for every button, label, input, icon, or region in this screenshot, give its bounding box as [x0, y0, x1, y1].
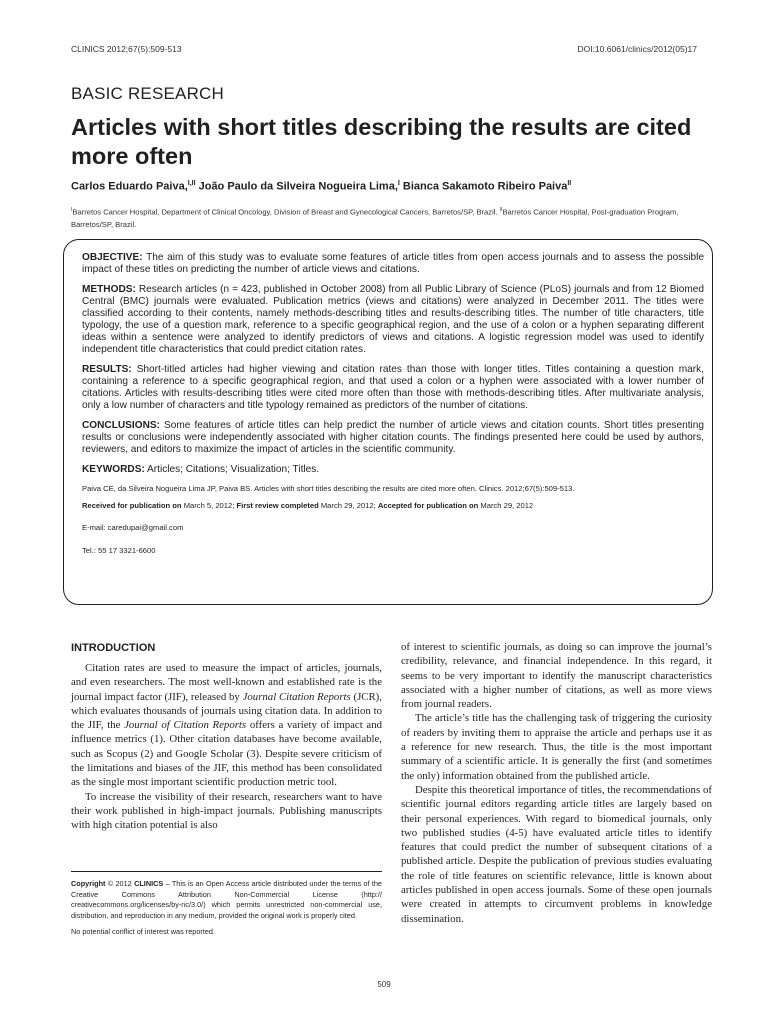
- abstract-conclusions: [82, 420, 704, 456]
- contact-email[interactable]: E-mail: caredupai@gmail.com: [82, 523, 184, 532]
- conflict-statement: No potential conflict of interest was reported.: [71, 927, 215, 936]
- publication-dates: [82, 499, 704, 514]
- affiliation-text: Barretos Cancer Hospital, Post-graduation Program, Barretos/SP, Brazil.: [71, 207, 679, 229]
- intro-paragraph-2: To increase the visibility of their research, researchers want to have their work published in high-impact journals. Publishing manuscripts with high citation potential is also: [71, 790, 382, 832]
- citation-line: Paiva CE, da Silveira Nogueira Lima JP, Paiva BS. Articles with short titles describing the results are cited more often. Clinics. 2012;67(5):509-513.: [82, 484, 575, 493]
- objective-text: The aim of this study was to evaluate some features of article titles from open access journals and to assess the possible impact of these titles on predicting the number of article views and citations.: [82, 252, 704, 275]
- author-affiliation-mark: I: [397, 180, 400, 187]
- abstract-objective: [82, 252, 704, 276]
- abstract-methods: [82, 284, 704, 356]
- footnote-divider: [71, 871, 382, 872]
- methods-text: Research articles (n = 423, published in October 2008) from all Public Library of Science (PLoS) journals and from 12 Biomed Central (BMC) journals were evaluated. Publication metrics (views and citations) were analyzed in December 2011. The titles were classified according to their contents, namely methods-describing titles and results-describing titles. The number of title characters, title typology, the use of a question mark, reference to a specific geographical region, and the use of a colon or a hyphen separating different ideas within a sentence were analyzed to identify predictors of views and citations. A logistic regression model was used to identify independent title characteristics that could predict citation rates.: [82, 284, 704, 355]
- intro-paragraph-3: of interest to scientific journals, as doing so can improve the journal’s credibility, relevance, and financial independence. In this regard, it seems to be very important to identify the manuscript characteristics associated with a higher number of citations, as well as more views from journal readers.: [401, 641, 712, 711]
- journal-name: CLINICS: [134, 879, 164, 888]
- copyright-year: © 2012: [105, 879, 135, 888]
- introduction-heading: INTRODUCTION: [71, 642, 156, 654]
- keywords-text: Articles; Citations; Visualization; Titles.: [144, 464, 320, 475]
- p1-text-c: offers a variety of impact and influence metrics (1). Other citation databases have become available, such as Scopus (2) and Google Scholar (3). Despite severe criticism of the limitations and biases of the JIF, this method has been consolidated as the single most important scientific production metric tool.: [71, 719, 382, 789]
- article-title: Articles with short titles describing the results are cited more often: [71, 114, 692, 169]
- author-name: Bianca Sakamoto Ribeiro Paiva: [399, 180, 568, 193]
- copyright-notice: [71, 879, 382, 944]
- author-name: Carlos Eduardo Paiva,: [71, 180, 188, 193]
- author-affiliation-mark: II: [567, 180, 572, 187]
- author-list: [71, 180, 571, 193]
- conclusions-label: CONCLUSIONS:: [82, 420, 160, 431]
- objective-label: OBJECTIVE:: [82, 252, 143, 263]
- page-number: 509: [377, 980, 391, 989]
- author-name: João Paulo da Silveira Nogueira Lima,: [195, 180, 398, 193]
- affiliation-mark: I: [71, 207, 73, 213]
- section-label: BASIC RESEARCH: [71, 84, 225, 103]
- keywords-label: KEYWORDS:: [82, 464, 145, 475]
- contact-phone: Tel.: 55 17 3321-6600: [82, 545, 156, 555]
- abstract-results: [82, 364, 704, 412]
- affiliation-text: Barretos Cancer Hospital, Department of Clinical Oncology, Division of Breast and Gynecological Cancers, Barretos/SP, Brazil.: [72, 207, 500, 217]
- conclusions-text: Some features of article titles can help predict the number of article views and citation counts. Short titles presenting results or conclusions were independently associated with higher citation counts. The findings presented here could be used by authors, reviewers, and editors to maximize the impact of articles in the scientific community.: [82, 420, 704, 455]
- left-column: [71, 661, 382, 833]
- received-label: Received for publication on: [82, 500, 182, 510]
- copyright-label: Copyright: [71, 879, 106, 888]
- results-label: RESULTS:: [82, 364, 132, 375]
- results-text: Short-titled articles had higher viewing and citation rates than those with longer titles. Titles containing a question mark, containing a reference to a specific geographical region, and that used a colon or a hyphen were associated with a lower number of citations. Articles with results-describing titles were cited more often than those with methods-describing titles. After multivariate analysis, only a low number of characters and title typology remained as predictors of the number of citations.: [82, 364, 704, 411]
- accepted-label: Accepted for publication on: [377, 500, 479, 510]
- p1-italic-journal: Journal of Citation Reports: [124, 719, 247, 732]
- received-date: March 5, 2012;: [181, 500, 237, 510]
- affiliations: [71, 204, 716, 231]
- abstract: [82, 252, 704, 566]
- intro-paragraph-4: The article’s title has the challenging task of triggering the curiosity of readers by inviting them to appraise the article and perhaps use it as a reference for new research. Thus, the title is the most important summary of a scientific article. It is generally the first (and sometimes the only) information obtained from the published article.: [401, 712, 712, 782]
- first-review-date: March 29, 2012;: [318, 500, 378, 510]
- license-text: – This is an Open Access article distributed under the terms of the Creative Commons Attribution Non-Commercial License (http:// creativecommons.org/licenses/by-nc/3.0/) which permits unrestricted non-commercial use, distribution, and reproduction in any medium, provided the original work is properly cited.: [71, 879, 382, 920]
- running-header-doi: DOI:10.6061/clinics/2012(05)17: [577, 44, 697, 54]
- p1-text-b: (JCR), which evaluates thousands of journals using citation data. In addition to the JIF, the: [71, 690, 382, 732]
- first-review-label: First review completed: [236, 500, 319, 510]
- p1-italic-jcr: Journal Citation Reports: [242, 690, 351, 703]
- p1-text-a: Citation rates are used to measure the impact of articles, journals, and even researchers. The most well-known and established rate is the journal impact factor (JIF), released by: [71, 662, 382, 703]
- accepted-date: March 29, 2012: [478, 500, 534, 510]
- affiliation-mark: II: [499, 207, 503, 213]
- running-header-citation: CLINICS 2012;67(5):509-513: [71, 44, 182, 54]
- copyright-paragraph: [71, 879, 382, 921]
- abstract-keywords: [82, 464, 704, 476]
- author-affiliation-mark: I,II: [187, 180, 196, 187]
- right-column: [401, 640, 712, 926]
- intro-paragraph-1: [71, 661, 382, 790]
- intro-paragraph-5: Despite this theoretical importance of titles, the recommendations of scientific journal editors regarding article titles are largely based on their personal experiences. With regard to biomedical journals, only two published studies (4-5) have evaluated article titles to identify features that could predict the number of subsequent citations of a published article. Despite the publication of previous studies evaluating the role of title features on scientific relevance, little is known about articles published in open access journals. Some of these open journals were created in attempts to circumvent problems in knowledge dissemination.: [401, 783, 712, 925]
- methods-label: METHODS:: [82, 284, 136, 295]
